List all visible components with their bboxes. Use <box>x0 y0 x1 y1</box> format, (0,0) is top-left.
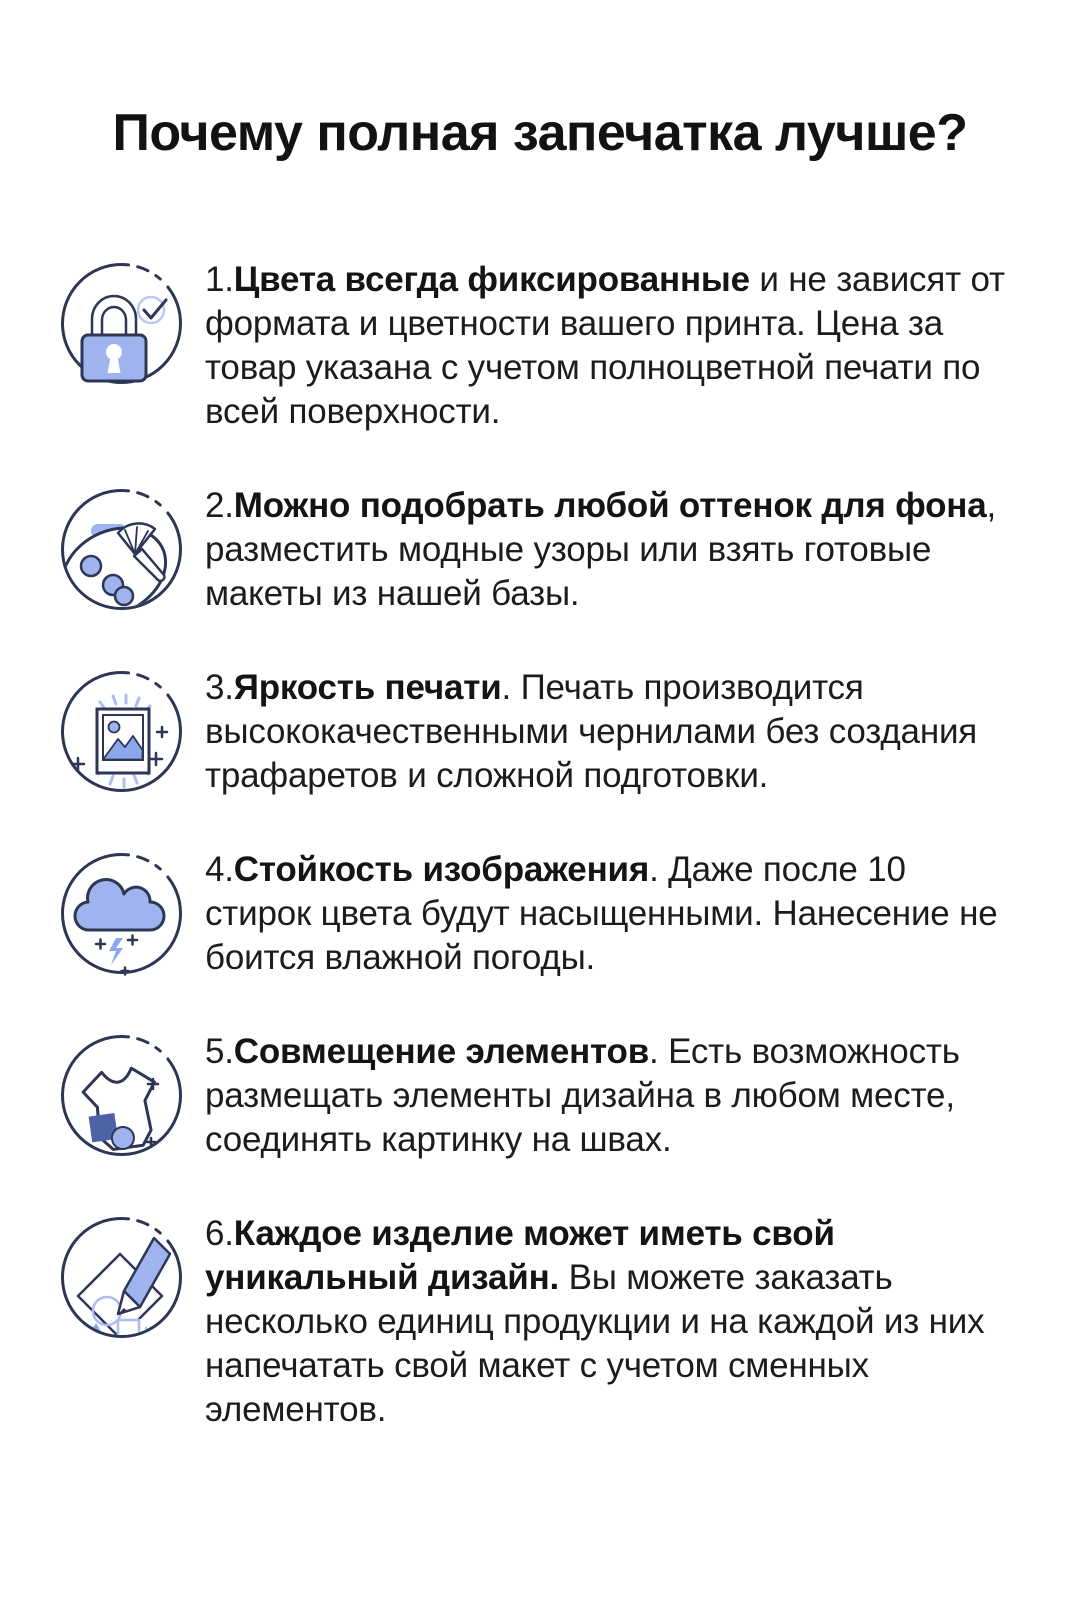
item-body-text: и не зависят от формата и цветности вашего принта. Цена за товар указана с учетом полноцветной печати по всей поверхности. <box>205 259 1005 431</box>
lock-check-icon <box>58 260 185 387</box>
benefit-item-5 <box>58 1030 1040 1162</box>
benefit-text-3: 3.Яркость печати. Печать производится высококачественными чернилами без создания трафаретов и сложной подготовки. <box>205 667 978 795</box>
page-title: Почему полная запечатка лучше? <box>112 104 968 162</box>
benefit-item-2 <box>58 484 1040 616</box>
item-bold-text: Стойкость изображения <box>233 849 650 889</box>
item-body-text: . Даже после 10 стирок цвета будут насыщенными. Нанесение не боится влажной погоды. <box>205 849 998 977</box>
benefit-text-4: 4.Стойкость изображения. Даже после 10 стирок цвета будут насыщенными. Нанесение не боится влажной погоды. <box>205 849 998 977</box>
benefit-item-6 <box>58 1212 1040 1432</box>
pencil-design-icon <box>58 1214 185 1341</box>
benefit-text-5: 5.Совмещение элементов. Есть возможность размещать элементы дизайна в любом месте, соединять картинку на швах. <box>205 1031 960 1159</box>
item-body-text: Вы можете заказать несколько единиц продукции и на каждой из них напечатать свой макет с учетом сменных элементов. <box>205 1257 985 1429</box>
benefit-item-3 <box>58 666 1040 798</box>
item-bold-text: Можно подобрать любой оттенок для фона <box>233 485 987 525</box>
item-body-text: . Есть возможность размещать элементы дизайна в любом месте, соединять картинку на швах. <box>205 1031 960 1159</box>
item-bold-text: Совмещение элементов <box>233 1031 650 1071</box>
item-bold-text: Яркость печати <box>233 667 502 707</box>
benefits-list <box>0 258 1080 1432</box>
benefit-item-4 <box>58 848 1040 980</box>
item-body-text: . Печать производится высококачественными чернилами без создания трафаретов и сложной подготовки. <box>205 667 978 795</box>
benefit-text-6: 6.Каждое изделие может иметь свой уникальный дизайн. Вы можете заказать несколько единиц продукции и на каждой из них напечатать свой макет с учетом сменных элементов. <box>205 1213 985 1429</box>
benefit-text-2: 2.Можно подобрать любой оттенок для фона, разместить модные узоры или взять готовые макеты из нашей базы. <box>205 485 997 613</box>
item-bold-text: Каждое изделие может иметь свой уникальный дизайн. <box>205 1213 835 1297</box>
tshirt-print-icon <box>58 1032 185 1159</box>
storm-cloud-icon <box>58 850 185 977</box>
bright-image-icon <box>58 668 185 795</box>
benefit-text-1: 1.Цвета всегда фиксированные и не зависят от формата и цветности вашего принта. Цена за товар указана с учетом полноцветной печати по всей поверхности. <box>205 259 1005 431</box>
benefit-item-1 <box>58 258 1040 434</box>
item-bold-text: Цвета всегда фиксированные <box>233 259 750 299</box>
palette-brush-icon <box>58 486 185 613</box>
item-body-text: , разместить модные узоры или взять готовые макеты из нашей базы. <box>205 485 997 613</box>
